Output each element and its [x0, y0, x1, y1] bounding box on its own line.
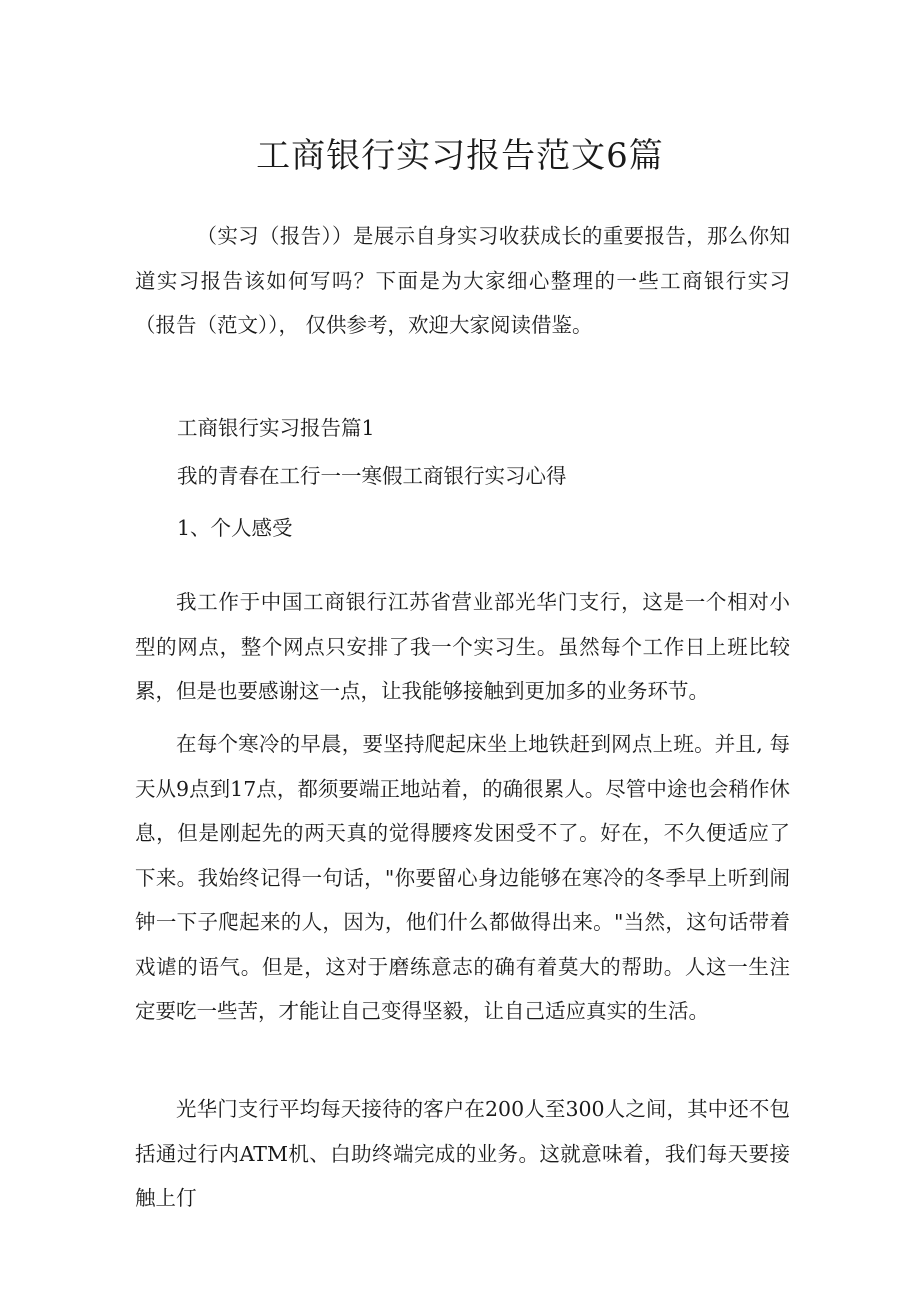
- intro-paragraph: （实习（报告））是展示自身实习收获成长的重要报告，那么你知道实习报告该如何写吗？下面是为大家细心整理的一些工商银行实习（报告（范文））， 仅供参考，欢迎大家阅读借鉴。: [135, 224, 790, 337]
- document-title: 工商银行实习报告范文6篇: [256, 136, 664, 176]
- section-subtitle: 我的青春在工行一一寒假工商银行实习心得: [177, 464, 567, 488]
- body-paragraph: 在每个寒冷的早晨，要坚持爬起床坐上地铁赶到网点上班。并且, 每天从9点到17点，都须要端正地站着，的确很累人。尽管中途也会稍作休息，但是刚起先的两天真的觉得腰疼发困受不了。好在，不久便适应了下来。我始终记得一句话，"你要留心身边能够在寒冷的冬季早上听到闹钟一下子爬起来的人，因为，他们什么都做得出来。"当然，这句话带着戏谑的语气。但是，这对于磨练意志的确有着莫大的帮助。人这一生注定要吃一些苦，才能让自己变得坚毅，让自己适应真实的生活。: [135, 732, 790, 1023]
- subheading-personal-feelings: 1、个人感受: [177, 516, 293, 540]
- section-heading: 工商银行实习报告篇1: [177, 416, 375, 440]
- body-paragraph: 我工作于中国工商银行江苏省营业部光华门支行，这是一个相对小型的网点，整个网点只安排了我一个实习生。虽然每个工作日上班比较累，但是也要感谢这一点，让我能够接触到更加多的业务环节。: [135, 590, 790, 703]
- body-paragraph: 光华门支行平均每天接待的客户在200人至300人之间，其中还不包括通过行内ATM机、白助终端完成的业务。这就意味着，我们每天要接触上仃: [135, 1097, 790, 1210]
